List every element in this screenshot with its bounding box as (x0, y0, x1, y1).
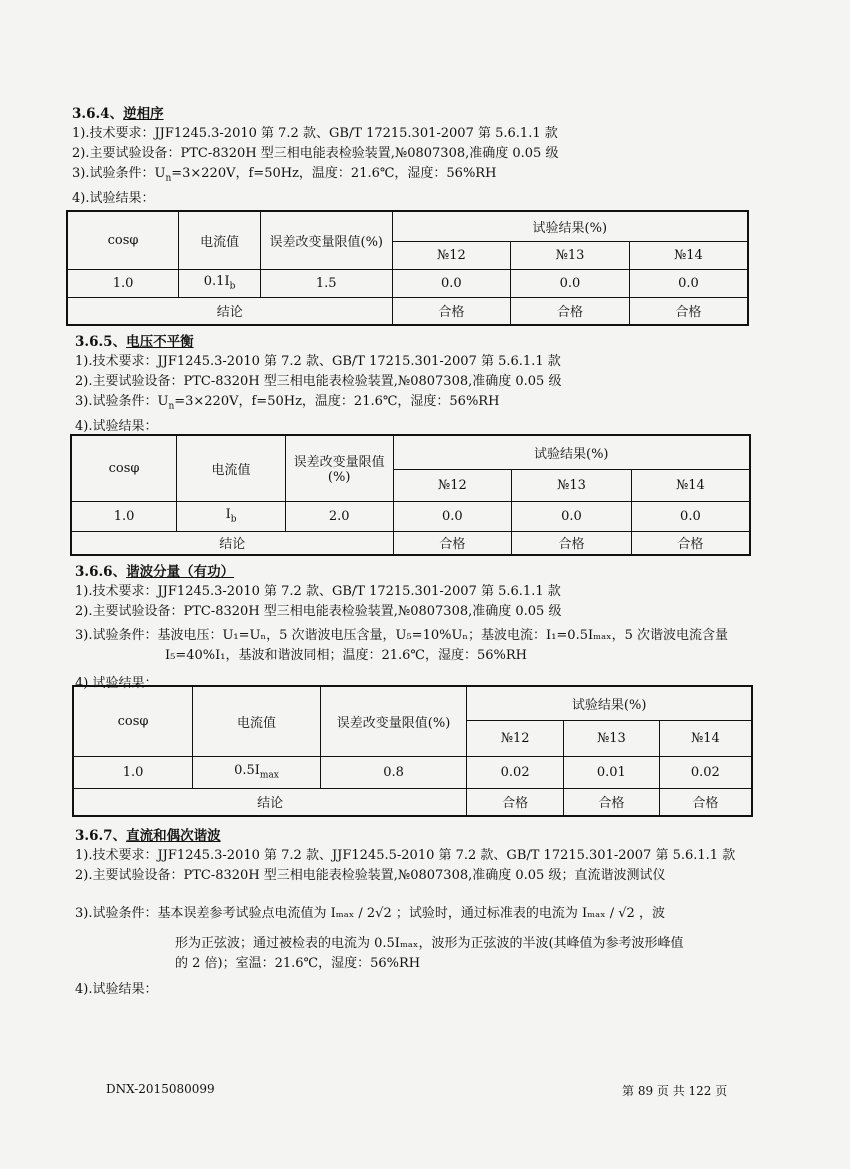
section-3-6-6 (75, 562, 775, 694)
header-cos: cosφ (71, 435, 177, 501)
result-label: 4).试验结果： (75, 676, 158, 691)
result-14: 0.0 (631, 501, 750, 531)
result-13: 0.0 (511, 269, 630, 297)
results-table-3-6-4 (66, 210, 749, 326)
section-title: 3.6.6、谐波分量（有功） (75, 564, 235, 580)
results-table-3-6-6 (72, 685, 753, 817)
meter-14: №14 (659, 720, 752, 756)
section-title: 3.6.5、电压不平衡 (75, 334, 194, 350)
test-conditions-2: 形为正弦波；通过被检表的电流为 0.5Iₘₐₓ，波形为正弦波的半波(其峰值为参考波形峰值 (175, 936, 684, 951)
conclusion-12: 合格 (392, 297, 511, 325)
limit-value: 0.8 (320, 756, 466, 788)
result-14: 0.02 (659, 756, 752, 788)
section-title: 3.6.7、直流和偶次谐波 (75, 828, 221, 844)
limit-value: 2.0 (285, 501, 393, 531)
current-value: $0.5I_{max}$ (193, 756, 321, 788)
section-3-6-7 (75, 826, 775, 1000)
meter-13: №13 (564, 720, 660, 756)
section-title: 3.6.4、逆相序 (72, 106, 164, 122)
result-12: 0.0 (393, 501, 512, 531)
tech-requirement: 1).技术要求：JJF1245.3-2010 第 7.2 款、JJF1245.5-2010 第 7.2 款、GB/T 17215.301-2007 第 5.6.1.1 款 (75, 848, 736, 863)
test-equipment: 2).主要试验设备：PTC-8320H 型三相电能表检验装置,№0807308,准确度 0.05 级 (75, 374, 562, 389)
test-conditions-2: I₅=40%I₁，基波和谐波同相；温度：21.6℃，湿度：56%RH (165, 648, 527, 663)
cos-value: 1.0 (73, 756, 193, 788)
test-conditions: 3).试验条件：$U_n=3\times 220V$，f=50Hz，温度：21.6℃，湿度：56%RH (72, 166, 497, 184)
result-14: 0.0 (629, 269, 748, 297)
section-3-6-4 (72, 104, 772, 209)
conclusion-13: 合格 (512, 531, 632, 555)
header-cos: cosφ (67, 211, 179, 269)
test-equipment: 2).主要试验设备：PTC-8320H 型三相电能表检验装置,№0807308,准确度 0.05 级；直流谐波测试仪 (75, 868, 666, 883)
limit-value: 1.5 (260, 269, 392, 297)
document-number: DNX-2015080099 (106, 1082, 215, 1096)
test-equipment: 2).主要试验设备：PTC-8320H 型三相电能表检验装置,№0807308,准确度 0.05 级 (72, 146, 559, 161)
meter-12: №12 (467, 720, 564, 756)
header-cos: cosφ (73, 686, 193, 756)
meter-13: №13 (512, 469, 632, 501)
conclusion-label: 结论 (71, 531, 393, 555)
page-number: 第 89 页 共 122 页 (622, 1084, 728, 1098)
tech-requirement: 1).技术要求：JJF1245.3-2010 第 7.2 款、GB/T 17215.301-2007 第 5.6.1.1 款 (72, 126, 558, 141)
meter-14: №14 (631, 469, 750, 501)
conclusion-13: 合格 (511, 297, 630, 325)
result-12: 0.02 (467, 756, 564, 788)
header-limit: 误差改变量限值(%) (260, 211, 392, 269)
cos-value: 1.0 (71, 501, 177, 531)
test-conditions-3: 的 2 倍)；室温：21.6℃，湿度：56%RH (175, 956, 421, 971)
result-label: 4).试验结果： (75, 418, 158, 434)
meter-12: №12 (393, 469, 512, 501)
current-value: $I_b$ (177, 501, 286, 531)
test-conditions-1: 3).试验条件：基波电压：U₁=Uₙ，5 次谐波电压含量，U₅=10%Uₙ；基波电流：I₁=0.5Iₘₐₓ，5 次谐波电流含量 (75, 628, 729, 643)
result-13: 0.01 (564, 756, 660, 788)
test-equipment: 2).主要试验设备：PTC-8320H 型三相电能表检验装置,№0807308,准确度 0.05 级 (75, 604, 562, 619)
current-value: $0.1I_b$ (179, 269, 261, 297)
header-current: 电流值 (193, 686, 321, 756)
test-conditions: 3).试验条件：$U_n=3\times 220V$，f=50Hz，温度：21.6℃，湿度：56%RH (75, 394, 500, 412)
conclusion-12: 合格 (467, 788, 564, 816)
header-limit: 误差改变量限值(%) (285, 435, 393, 501)
section-3-6-5 (75, 332, 775, 437)
test-conditions-1: 3).试验条件：基本误差参考试验点电流值为 Iₘₐₓ / 2√2 ；试验时，通过标准表的电流为 Iₘₐₓ / √2 ，波 (75, 906, 665, 921)
conclusion-13: 合格 (564, 788, 660, 816)
result-label: 4).试验结果： (75, 982, 158, 997)
header-results: 试验结果(%) (467, 686, 752, 720)
conclusion-14: 合格 (629, 297, 748, 325)
conclusion-14: 合格 (631, 531, 750, 555)
header-current: 电流值 (177, 435, 286, 501)
meter-12: №12 (392, 241, 511, 269)
conclusion-14: 合格 (659, 788, 752, 816)
conclusion-label: 结论 (73, 788, 467, 816)
conclusion-label: 结论 (67, 297, 392, 325)
tech-requirement: 1).技术要求：JJF1245.3-2010 第 7.2 款、GB/T 17215.301-2007 第 5.6.1.1 款 (75, 354, 561, 369)
result-12: 0.0 (392, 269, 511, 297)
cos-value: 1.0 (67, 269, 179, 297)
header-limit: 误差改变量限值(%) (320, 686, 466, 756)
results-table-3-6-5 (70, 434, 751, 556)
header-current: 电流值 (179, 211, 261, 269)
header-results: 试验结果(%) (392, 211, 748, 241)
header-results: 试验结果(%) (393, 435, 750, 469)
result-label: 4).试验结果： (72, 190, 155, 206)
meter-13: №13 (511, 241, 630, 269)
meter-14: №14 (629, 241, 748, 269)
tech-requirement: 1).技术要求：JJF1245.3-2010 第 7.2 款、GB/T 17215.301-2007 第 5.6.1.1 款 (75, 584, 561, 599)
result-13: 0.0 (512, 501, 632, 531)
conclusion-12: 合格 (393, 531, 512, 555)
